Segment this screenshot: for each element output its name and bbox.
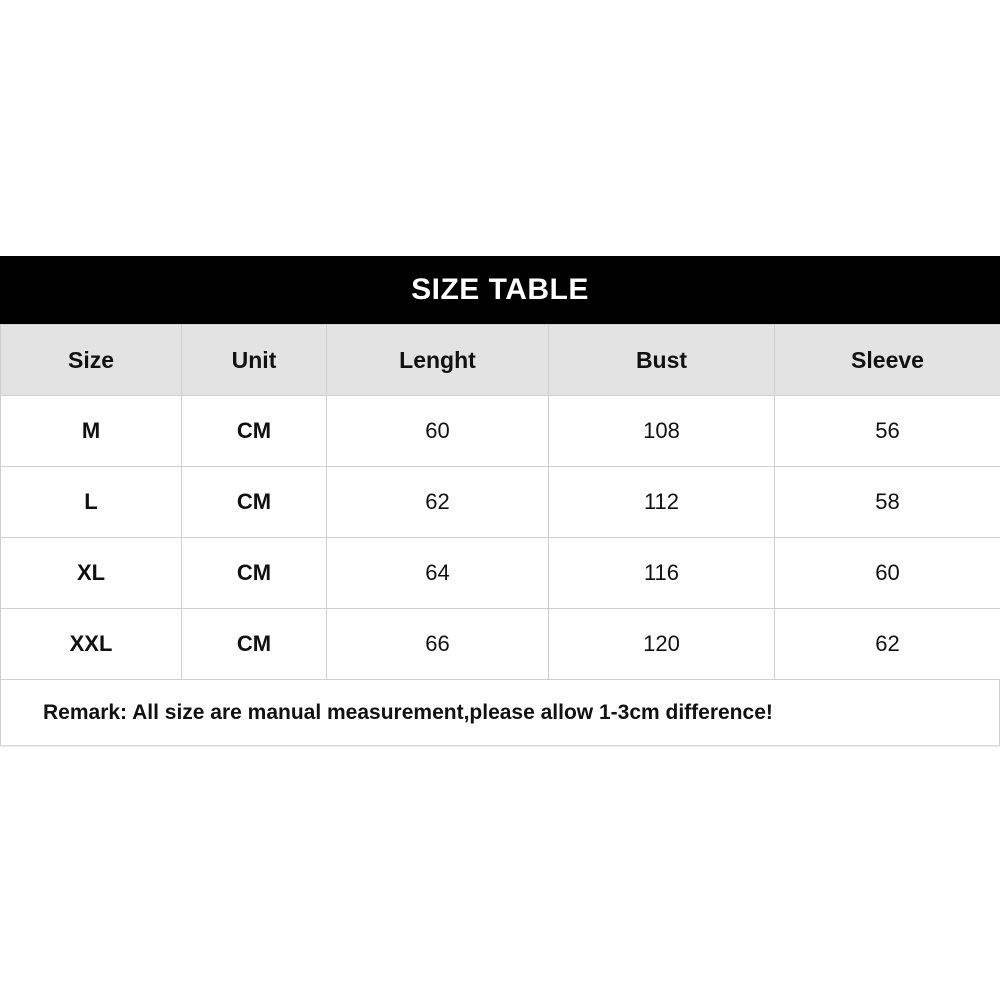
cell-unit: CM (182, 396, 327, 467)
cell-length: 64 (327, 538, 549, 609)
cell-bust: 112 (549, 467, 775, 538)
column-header-size: Size (1, 325, 182, 396)
cell-bust: 120 (549, 609, 775, 680)
table-row (1, 609, 1000, 680)
size-table-title-bar (0, 256, 1000, 324)
table-row (1, 538, 1000, 609)
table-header-row (1, 325, 1000, 396)
cell-unit: CM (182, 467, 327, 538)
column-header-bust: Bust (549, 325, 775, 396)
cell-size: M (1, 396, 182, 467)
cell-length: 60 (327, 396, 549, 467)
remark-row (0, 680, 1000, 746)
bottom-divider (0, 746, 1000, 747)
cell-sleeve: 60 (775, 538, 1000, 609)
cell-sleeve: 56 (775, 396, 1000, 467)
column-header-length: Lenght (327, 325, 549, 396)
cell-sleeve: 58 (775, 467, 1000, 538)
page-title: SIZE TABLE (411, 273, 589, 306)
cell-unit: CM (182, 609, 327, 680)
cell-size: L (1, 467, 182, 538)
size-table-head (1, 325, 1000, 396)
table-row (1, 396, 1000, 467)
cell-length: 62 (327, 467, 549, 538)
cell-length: 66 (327, 609, 549, 680)
cell-sleeve: 62 (775, 609, 1000, 680)
cell-bust: 116 (549, 538, 775, 609)
column-header-unit: Unit (182, 325, 327, 396)
size-table (0, 324, 1000, 680)
cell-unit: CM (182, 538, 327, 609)
cell-bust: 108 (549, 396, 775, 467)
cell-size: XXL (1, 609, 182, 680)
size-table-block (0, 256, 1000, 747)
cell-size: XL (1, 538, 182, 609)
size-table-body (1, 396, 1000, 680)
table-row (1, 467, 1000, 538)
column-header-sleeve: Sleeve (775, 325, 1000, 396)
remark-text: Remark: All size are manual measurement,please allow 1-3cm difference! (43, 700, 773, 724)
